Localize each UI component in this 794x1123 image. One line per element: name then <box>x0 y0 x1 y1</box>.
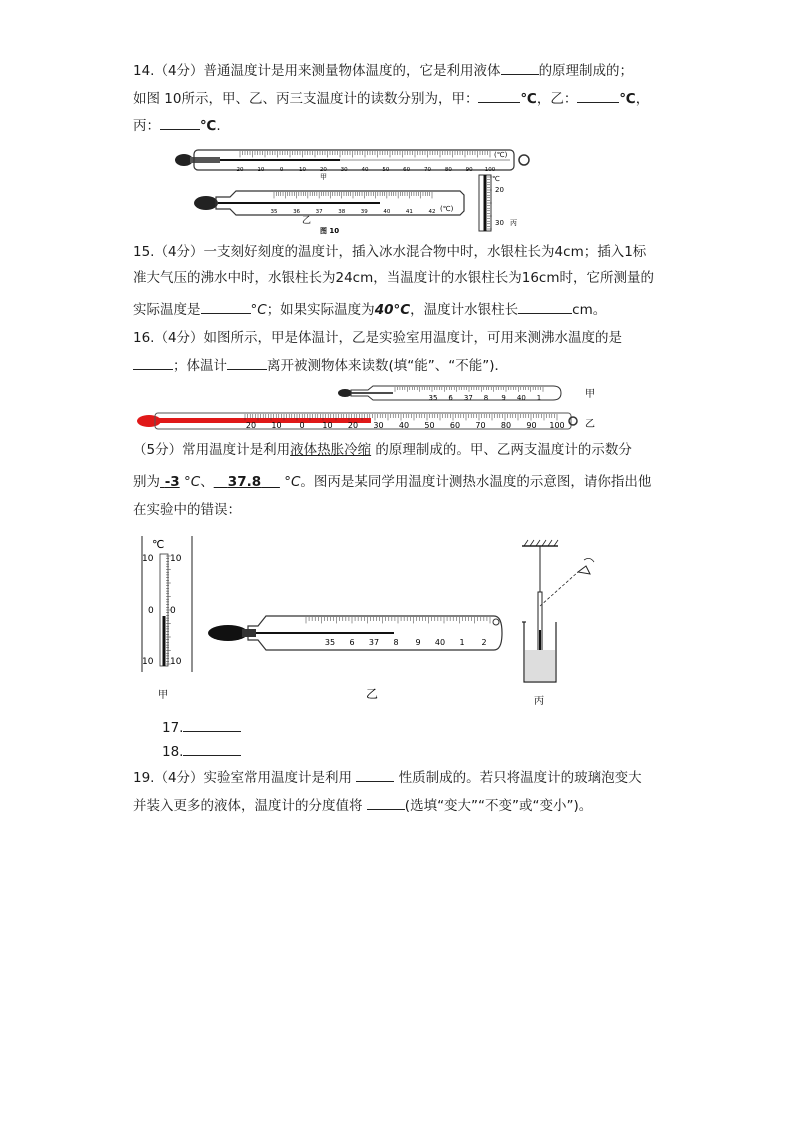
fig10-caption: 图 10 <box>320 227 340 235</box>
q17-label-jia: 甲 <box>158 690 168 701</box>
q17-blank-error-2[interactable] <box>183 741 241 756</box>
scale-label: 70 <box>475 421 486 430</box>
q16-label-jia: 甲 <box>585 389 595 400</box>
scale-label: 37 <box>315 209 323 215</box>
scale-label: 8 <box>483 394 489 402</box>
q14-blank-jia[interactable] <box>478 88 520 103</box>
fig10-label-jia: 甲 <box>320 173 327 181</box>
scale-label: 1 <box>536 394 542 402</box>
scale-label: 100 <box>484 167 496 173</box>
q17-thermometer-jia <box>142 536 192 701</box>
scale-label: 10 <box>271 421 282 430</box>
q14-blank-yi[interactable] <box>577 88 619 103</box>
scale-label: 35 <box>270 209 278 215</box>
q16-blank-can[interactable] <box>227 355 267 370</box>
scale-label: 38 <box>338 209 346 215</box>
scale-label: 20 <box>245 421 257 430</box>
svg-text:(℃): (℃) <box>440 205 454 213</box>
scale-label: 60 <box>403 167 411 173</box>
q16-thermometer-yi <box>137 413 595 430</box>
scale-label: 40 <box>434 638 446 647</box>
figure-q16 <box>133 384 613 436</box>
q16-thermometer-jia <box>338 386 595 402</box>
q15-blank-temp[interactable] <box>201 299 251 314</box>
svg-text:10: 10 <box>170 657 182 667</box>
scale-label: 50 <box>382 167 390 173</box>
svg-text:10: 10 <box>170 554 182 564</box>
q15-blank-length[interactable] <box>518 299 572 314</box>
scale-label: 42 <box>428 209 436 215</box>
scale-label: 40 <box>398 421 410 430</box>
thermometer-yi <box>194 191 464 235</box>
scale-label: 6 <box>448 394 453 402</box>
q14-line3: 丙： ℃. <box>133 115 221 136</box>
q16-label-yi: 乙 <box>585 419 595 430</box>
scale-label: 0 <box>279 167 284 173</box>
scale-label: 41 <box>405 209 413 215</box>
scale-label: 35 <box>428 394 438 402</box>
scale-label: 1 <box>459 638 465 647</box>
scale-label: 20 <box>236 167 244 173</box>
scale-label: 40 <box>516 394 526 402</box>
q17-line2: 别为 -3 °C、 37.8 °C。图丙是某同学用温度计测热水温度的示意图，请你指出他 <box>133 474 652 490</box>
q19-line2: 并装入更多的液体，温度计的分度值将 (选填“变大”“不变”或“变小”)。 <box>133 795 592 816</box>
scale-label: 8 <box>393 638 399 647</box>
thermometer-bing <box>479 175 517 231</box>
q14-line2: 如图 10所示，甲、乙、丙三支温度计的读数分别为，甲： ℃，乙： ℃， <box>133 88 649 109</box>
q17-item-17: 17. <box>162 717 241 738</box>
fig10-label-yi: 乙 <box>302 216 312 226</box>
scale-label: 10 <box>322 421 333 430</box>
q17-answer-yi: 37.8 <box>227 474 262 490</box>
q16-line1: 16.（4分）如图所示，甲是体温计，乙是实验室用温度计，可用来测沸水温度的是 <box>133 330 623 346</box>
q14-line1: 14.（4分）普通温度计是用来测量物体温度的，它是利用液体 的原理制成的； <box>133 60 633 81</box>
scale-label: 36 <box>293 209 301 215</box>
q19-blank-property[interactable] <box>356 767 394 782</box>
scale-label: 10 <box>299 167 306 173</box>
scale-label: 70 <box>424 167 431 173</box>
svg-text:10: 10 <box>142 657 154 667</box>
svg-text:20: 20 <box>495 186 504 194</box>
scale-label: 40 <box>361 167 369 173</box>
scale-label: 35 <box>324 638 336 647</box>
scale-label: 9 <box>415 638 421 647</box>
fig10-unit-box: (℃) <box>494 151 508 159</box>
q15-line1: 15.（4分）一支刻好刻度的温度计，插入冰水混合物中时，水银柱长为4cm；插入1标 <box>133 244 647 260</box>
scale-label: 90 <box>526 421 537 430</box>
scale-label: 40 <box>383 209 391 215</box>
q17-label-yi: 乙 <box>366 687 379 701</box>
q17-blank-error-1[interactable] <box>183 717 241 732</box>
scale-label: 6 <box>349 638 355 647</box>
q19-line1: 19.（4分）实验室常用温度计是利用 性质制成的。若只将温度计的玻璃泡变大 <box>133 767 642 788</box>
scale-label: 50 <box>424 421 435 430</box>
q17-line3: 在实验中的错误： <box>133 502 241 518</box>
svg-text:0: 0 <box>148 606 154 616</box>
scale-label: 39 <box>360 209 368 215</box>
q17-jia-unit: ℃ <box>152 538 165 551</box>
scale-label: 30 <box>340 167 348 173</box>
scale-label: 20 <box>347 421 359 430</box>
svg-text:10: 10 <box>142 554 154 564</box>
scale-label: 9 <box>501 394 506 402</box>
q17-thermometer-yi <box>208 616 502 701</box>
q14-blank-bing[interactable] <box>160 115 200 130</box>
scale-label: 20 <box>319 167 327 173</box>
svg-text:0: 0 <box>170 606 176 616</box>
scale-label: 90 <box>465 167 473 173</box>
scale-label: 2 <box>481 638 487 647</box>
scale-label: 80 <box>444 167 452 173</box>
q16-line2: ；体温计 离开被测物体来读数(填“能”、“不能”)． <box>133 355 508 376</box>
q19-blank-division[interactable] <box>367 795 405 810</box>
scale-label: 60 <box>449 421 461 430</box>
figure-10 <box>170 145 540 235</box>
fig10-bing-unit: ℃ <box>492 175 500 183</box>
figure-q17 <box>138 530 638 715</box>
svg-text:30: 30 <box>495 219 504 227</box>
fig10-label-bing: 丙 <box>510 219 517 227</box>
scale-label: 37 <box>368 638 380 647</box>
q14-blank-principle[interactable] <box>501 60 539 75</box>
scale-label: 80 <box>500 421 512 430</box>
scale-label: 37 <box>463 394 473 402</box>
q15-line2: 准大气压的沸水中时，水银柱长为24cm，当温度计的水银柱长为16cm时，它所测量的 <box>133 270 655 286</box>
scale-label: 30 <box>373 421 384 430</box>
scale-label: 100 <box>549 421 565 430</box>
q17-item-18: 18. <box>162 741 241 762</box>
q17-label-bing: 丙 <box>534 696 544 707</box>
q16-blank-which[interactable] <box>133 355 173 370</box>
q17-line1: （5分）常用温度计是利用液体热胀冷缩 的原理制成的。甲、乙两支温度计的示数分 <box>133 442 632 458</box>
thermometer-jia <box>175 150 529 181</box>
scale-label: 0 <box>299 421 305 430</box>
q15-line3: 实际温度是 °C；如果实际温度为40°C，温度计水银柱长 cm。 <box>133 299 606 320</box>
q17-setup-bing <box>522 540 594 707</box>
scale-label: 10 <box>257 167 265 173</box>
q17-answer-principle: 液体热胀冷缩 <box>290 442 372 458</box>
q17-answer-jia: -3 <box>164 474 180 490</box>
